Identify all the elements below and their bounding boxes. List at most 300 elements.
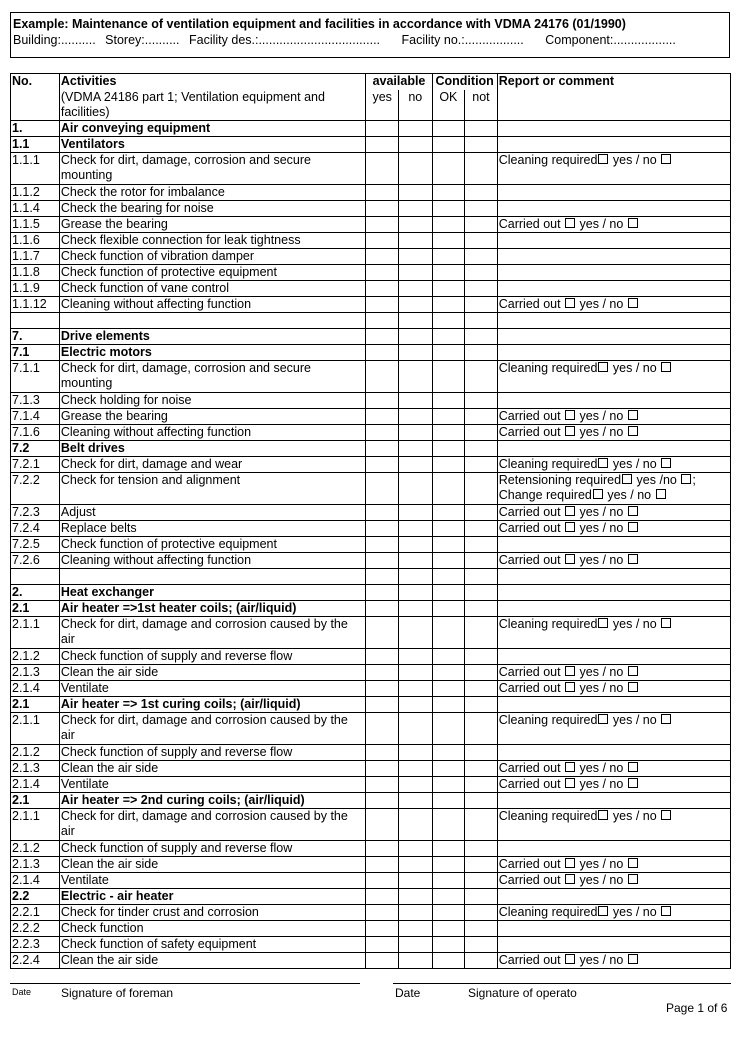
- empty-cell: [497, 568, 730, 584]
- condition-not-cell[interactable]: [465, 360, 498, 392]
- row-number: 1.1.6: [11, 232, 60, 248]
- condition-ok-cell[interactable]: [432, 792, 465, 808]
- available-no-cell[interactable]: [398, 264, 432, 280]
- report-cell[interactable]: [497, 392, 730, 408]
- checkbox-icon[interactable]: [628, 666, 638, 676]
- available-no-cell[interactable]: [398, 456, 432, 472]
- report-cell[interactable]: [497, 152, 730, 184]
- available-yes-cell[interactable]: [366, 808, 399, 840]
- report-cell[interactable]: [497, 344, 730, 360]
- available-no-cell[interactable]: [398, 504, 432, 520]
- condition-not-cell[interactable]: [465, 504, 498, 520]
- report-cell[interactable]: [497, 536, 730, 552]
- row-number: 2.2.3: [11, 936, 60, 952]
- report-cell[interactable]: [497, 888, 730, 904]
- available-no-cell[interactable]: [398, 152, 432, 184]
- report-cell[interactable]: [497, 552, 730, 568]
- condition-not-cell[interactable]: [465, 920, 498, 936]
- condition-ok-cell[interactable]: [432, 920, 465, 936]
- available-no-cell[interactable]: [398, 792, 432, 808]
- report-cell[interactable]: [497, 600, 730, 616]
- report-cell[interactable]: [497, 696, 730, 712]
- report-cell[interactable]: [497, 280, 730, 296]
- available-yes-cell[interactable]: [366, 424, 399, 440]
- report-cell[interactable]: [497, 872, 730, 888]
- available-yes-cell[interactable]: [366, 152, 399, 184]
- checkbox-icon[interactable]: [628, 954, 638, 964]
- condition-not-cell[interactable]: [465, 808, 498, 840]
- row-number: 7.2.2: [11, 472, 60, 504]
- available-no-cell[interactable]: [398, 472, 432, 504]
- available-no-cell[interactable]: [398, 120, 432, 136]
- condition-ok-cell[interactable]: [432, 152, 465, 184]
- available-no-cell[interactable]: [398, 856, 432, 872]
- report-cell[interactable]: [497, 200, 730, 216]
- report-cell[interactable]: [497, 584, 730, 600]
- condition-ok-cell[interactable]: [432, 872, 465, 888]
- condition-not-cell[interactable]: [465, 152, 498, 184]
- condition-ok-cell[interactable]: [432, 136, 465, 152]
- checkbox-icon[interactable]: [565, 874, 575, 884]
- available-yes-cell[interactable]: [366, 392, 399, 408]
- report-cell[interactable]: [497, 712, 730, 744]
- available-yes-cell[interactable]: [366, 616, 399, 648]
- condition-not-cell[interactable]: [465, 456, 498, 472]
- available-no-cell[interactable]: [398, 584, 432, 600]
- checkbox-icon[interactable]: [598, 154, 608, 164]
- available-no-cell[interactable]: [398, 408, 432, 424]
- condition-ok-cell[interactable]: [432, 520, 465, 536]
- condition-ok-cell[interactable]: [432, 456, 465, 472]
- checkbox-icon[interactable]: [565, 778, 575, 788]
- available-no-cell[interactable]: [398, 904, 432, 920]
- condition-ok-cell[interactable]: [432, 616, 465, 648]
- report-cell[interactable]: [497, 504, 730, 520]
- available-yes-cell[interactable]: [366, 232, 399, 248]
- col-header-no: No.: [11, 74, 60, 121]
- available-yes-cell[interactable]: [366, 280, 399, 296]
- row-activity: Cleaning without affecting function: [59, 424, 366, 440]
- condition-ok-cell[interactable]: [432, 552, 465, 568]
- checkbox-icon[interactable]: [628, 682, 638, 692]
- condition-ok-cell[interactable]: [432, 664, 465, 680]
- checkbox-icon[interactable]: [622, 474, 632, 484]
- available-no-cell[interactable]: [398, 808, 432, 840]
- checkbox-icon[interactable]: [598, 618, 608, 628]
- condition-not-cell[interactable]: [465, 760, 498, 776]
- report-cell[interactable]: [497, 840, 730, 856]
- report-cell[interactable]: [497, 248, 730, 264]
- condition-ok-cell[interactable]: [432, 360, 465, 392]
- available-yes-cell[interactable]: [366, 856, 399, 872]
- condition-not-cell[interactable]: [465, 872, 498, 888]
- available-yes-cell[interactable]: [366, 360, 399, 392]
- available-no-cell[interactable]: [398, 648, 432, 664]
- report-cell[interactable]: [497, 808, 730, 840]
- available-yes-cell[interactable]: [366, 552, 399, 568]
- checkbox-icon[interactable]: [661, 154, 671, 164]
- checkbox-icon[interactable]: [598, 362, 608, 372]
- checkbox-icon[interactable]: [628, 426, 638, 436]
- report-cell[interactable]: [497, 664, 730, 680]
- available-no-cell[interactable]: [398, 760, 432, 776]
- available-yes-cell[interactable]: [366, 472, 399, 504]
- available-yes-cell[interactable]: [366, 904, 399, 920]
- available-yes-cell[interactable]: [366, 584, 399, 600]
- report-cell[interactable]: [497, 920, 730, 936]
- available-yes-cell[interactable]: [366, 888, 399, 904]
- report-cell[interactable]: [497, 952, 730, 968]
- available-no-cell[interactable]: [398, 216, 432, 232]
- condition-not-cell[interactable]: [465, 744, 498, 760]
- condition-not-cell[interactable]: [465, 184, 498, 200]
- available-yes-cell[interactable]: [366, 296, 399, 312]
- checkbox-icon[interactable]: [565, 682, 575, 692]
- condition-not-cell[interactable]: [465, 296, 498, 312]
- checkbox-icon[interactable]: [565, 410, 575, 420]
- condition-ok-cell[interactable]: [432, 280, 465, 296]
- condition-not-cell[interactable]: [465, 200, 498, 216]
- available-yes-cell[interactable]: [366, 744, 399, 760]
- checkbox-icon[interactable]: [565, 218, 575, 228]
- condition-ok-cell[interactable]: [432, 120, 465, 136]
- condition-not-cell[interactable]: [465, 328, 498, 344]
- checkbox-icon[interactable]: [656, 489, 666, 499]
- checkbox-icon[interactable]: [661, 906, 671, 916]
- checkbox-icon[interactable]: [565, 666, 575, 676]
- condition-ok-cell[interactable]: [432, 200, 465, 216]
- condition-ok-cell[interactable]: [432, 952, 465, 968]
- available-no-cell[interactable]: [398, 696, 432, 712]
- report-cell[interactable]: [497, 424, 730, 440]
- row-activity: Check function of safety equipment: [59, 936, 366, 952]
- available-yes-cell[interactable]: [366, 264, 399, 280]
- report-cell[interactable]: [497, 440, 730, 456]
- row-number: 2.1.1: [11, 712, 60, 744]
- report-options: yes / no: [579, 504, 624, 519]
- condition-not-cell[interactable]: [465, 120, 498, 136]
- facility-no-field[interactable]: Facility no.:.................: [401, 33, 524, 47]
- condition-not-cell[interactable]: [465, 696, 498, 712]
- condition-not-cell[interactable]: [465, 392, 498, 408]
- available-no-cell[interactable]: [398, 872, 432, 888]
- condition-not-cell[interactable]: [465, 552, 498, 568]
- condition-ok-cell[interactable]: [432, 440, 465, 456]
- available-no-cell[interactable]: [398, 536, 432, 552]
- condition-ok-cell[interactable]: [432, 504, 465, 520]
- available-yes-cell[interactable]: [366, 952, 399, 968]
- condition-ok-cell[interactable]: [432, 584, 465, 600]
- available-yes-cell[interactable]: [366, 536, 399, 552]
- report-cell[interactable]: [497, 648, 730, 664]
- condition-not-cell[interactable]: [465, 408, 498, 424]
- available-no-cell[interactable]: [398, 360, 432, 392]
- available-no-cell[interactable]: [398, 392, 432, 408]
- condition-ok-cell[interactable]: [432, 808, 465, 840]
- condition-not-cell[interactable]: [465, 616, 498, 648]
- condition-ok-cell[interactable]: [432, 344, 465, 360]
- available-no-cell[interactable]: [398, 184, 432, 200]
- condition-ok-cell[interactable]: [432, 760, 465, 776]
- available-yes-cell[interactable]: [366, 120, 399, 136]
- report-cell[interactable]: [497, 360, 730, 392]
- available-yes-cell[interactable]: [366, 680, 399, 696]
- available-yes-cell[interactable]: [366, 792, 399, 808]
- available-no-cell[interactable]: [398, 616, 432, 648]
- condition-not-cell[interactable]: [465, 344, 498, 360]
- available-no-cell[interactable]: [398, 712, 432, 744]
- report-cell[interactable]: [497, 472, 730, 504]
- available-yes-cell[interactable]: [366, 136, 399, 152]
- available-no-cell[interactable]: [398, 952, 432, 968]
- table-row: [11, 808, 731, 840]
- condition-not-cell[interactable]: [465, 792, 498, 808]
- condition-not-cell[interactable]: [465, 776, 498, 792]
- available-yes-cell[interactable]: [366, 200, 399, 216]
- condition-ok-cell[interactable]: [432, 408, 465, 424]
- available-no-cell[interactable]: [398, 248, 432, 264]
- condition-not-cell[interactable]: [465, 472, 498, 504]
- row-number: 1.1.5: [11, 216, 60, 232]
- condition-ok-cell[interactable]: [432, 840, 465, 856]
- checkbox-icon[interactable]: [628, 218, 638, 228]
- available-yes-cell[interactable]: [366, 456, 399, 472]
- condition-not-cell[interactable]: [465, 584, 498, 600]
- available-yes-cell[interactable]: [366, 920, 399, 936]
- condition-not-cell[interactable]: [465, 600, 498, 616]
- checkbox-icon[interactable]: [628, 762, 638, 772]
- report-options: yes / no: [612, 152, 657, 167]
- condition-ok-cell[interactable]: [432, 248, 465, 264]
- available-yes-cell[interactable]: [366, 600, 399, 616]
- available-yes-cell[interactable]: [366, 776, 399, 792]
- condition-ok-cell[interactable]: [432, 536, 465, 552]
- available-no-cell[interactable]: [398, 520, 432, 536]
- available-no-cell[interactable]: [398, 424, 432, 440]
- report-cell[interactable]: [497, 856, 730, 872]
- condition-not-cell[interactable]: [465, 136, 498, 152]
- row-activity: Drive elements: [59, 328, 366, 344]
- condition-not-cell[interactable]: [465, 664, 498, 680]
- available-no-cell[interactable]: [398, 840, 432, 856]
- row-activity: Check for dirt, damage and wear: [59, 456, 366, 472]
- available-yes-cell[interactable]: [366, 936, 399, 952]
- available-no-cell[interactable]: [398, 920, 432, 936]
- checkbox-icon[interactable]: [628, 410, 638, 420]
- condition-ok-cell[interactable]: [432, 936, 465, 952]
- available-yes-cell[interactable]: [366, 664, 399, 680]
- available-yes-cell[interactable]: [366, 344, 399, 360]
- report-cell[interactable]: [497, 936, 730, 952]
- checkbox-icon[interactable]: [598, 458, 608, 468]
- report-options: yes / no: [612, 456, 657, 471]
- available-no-cell[interactable]: [398, 440, 432, 456]
- checkbox-icon[interactable]: [565, 506, 575, 516]
- checkbox-icon[interactable]: [593, 489, 603, 499]
- available-no-cell[interactable]: [398, 776, 432, 792]
- checkbox-icon[interactable]: [565, 858, 575, 868]
- checkbox-icon[interactable]: [628, 858, 638, 868]
- condition-not-cell[interactable]: [465, 952, 498, 968]
- condition-ok-cell[interactable]: [432, 392, 465, 408]
- condition-ok-cell[interactable]: [432, 696, 465, 712]
- checkbox-icon[interactable]: [628, 506, 638, 516]
- report-label: Carried out: [498, 520, 565, 535]
- available-yes-cell[interactable]: [366, 184, 399, 200]
- condition-not-cell[interactable]: [465, 936, 498, 952]
- report-cell[interactable]: [497, 904, 730, 920]
- row-activity: Air heater =>1st heater coils; (air/liquid): [59, 600, 366, 616]
- checkbox-icon[interactable]: [661, 362, 671, 372]
- checkbox-icon[interactable]: [598, 714, 608, 724]
- available-yes-cell[interactable]: [366, 712, 399, 744]
- available-yes-cell[interactable]: [366, 760, 399, 776]
- available-no-cell[interactable]: [398, 232, 432, 248]
- condition-not-cell[interactable]: [465, 280, 498, 296]
- condition-ok-cell[interactable]: [432, 424, 465, 440]
- report-cell[interactable]: [497, 760, 730, 776]
- available-yes-cell[interactable]: [366, 440, 399, 456]
- checkbox-icon[interactable]: [681, 474, 691, 484]
- report-cell[interactable]: [497, 616, 730, 648]
- checkbox-icon[interactable]: [628, 298, 638, 308]
- condition-not-cell[interactable]: [465, 536, 498, 552]
- checkbox-icon[interactable]: [628, 874, 638, 884]
- checkbox-icon[interactable]: [628, 778, 638, 788]
- checkbox-icon[interactable]: [565, 426, 575, 436]
- checkbox-icon[interactable]: [565, 954, 575, 964]
- available-no-cell[interactable]: [398, 136, 432, 152]
- condition-ok-cell[interactable]: [432, 904, 465, 920]
- available-yes-cell[interactable]: [366, 216, 399, 232]
- report-cell[interactable]: [497, 264, 730, 280]
- condition-ok-cell[interactable]: [432, 888, 465, 904]
- report-cell[interactable]: [497, 520, 730, 536]
- condition-ok-cell[interactable]: [432, 776, 465, 792]
- available-no-cell[interactable]: [398, 888, 432, 904]
- condition-ok-cell[interactable]: [432, 712, 465, 744]
- condition-not-cell[interactable]: [465, 680, 498, 696]
- condition-not-cell[interactable]: [465, 904, 498, 920]
- available-yes-cell[interactable]: [366, 520, 399, 536]
- report-cell[interactable]: [497, 680, 730, 696]
- available-no-cell[interactable]: [398, 744, 432, 760]
- facility-des-field[interactable]: Facility des.:...................................: [189, 33, 381, 47]
- checkbox-icon[interactable]: [661, 618, 671, 628]
- report-cell[interactable]: [497, 456, 730, 472]
- storey-field[interactable]: Storey:..........: [105, 33, 180, 47]
- condition-ok-cell[interactable]: [432, 296, 465, 312]
- condition-ok-cell[interactable]: [432, 328, 465, 344]
- report-cell[interactable]: [497, 296, 730, 312]
- condition-not-cell[interactable]: [465, 440, 498, 456]
- available-yes-cell[interactable]: [366, 504, 399, 520]
- checkbox-icon[interactable]: [565, 522, 575, 532]
- condition-ok-cell[interactable]: [432, 680, 465, 696]
- available-no-cell[interactable]: [398, 600, 432, 616]
- report-label: Carried out: [498, 760, 565, 775]
- report-cell[interactable]: [497, 328, 730, 344]
- col-header-activities: Activities: [59, 74, 366, 90]
- available-yes-cell[interactable]: [366, 248, 399, 264]
- condition-not-cell[interactable]: [465, 888, 498, 904]
- condition-ok-cell[interactable]: [432, 216, 465, 232]
- available-yes-cell[interactable]: [366, 696, 399, 712]
- available-yes-cell[interactable]: [366, 872, 399, 888]
- condition-not-cell[interactable]: [465, 856, 498, 872]
- checkbox-icon[interactable]: [628, 522, 638, 532]
- report-cell[interactable]: [497, 776, 730, 792]
- available-no-cell[interactable]: [398, 328, 432, 344]
- available-no-cell[interactable]: [398, 552, 432, 568]
- condition-not-cell[interactable]: [465, 216, 498, 232]
- empty-cell: [432, 568, 465, 584]
- condition-not-cell[interactable]: [465, 840, 498, 856]
- condition-not-cell[interactable]: [465, 232, 498, 248]
- available-no-cell[interactable]: [398, 280, 432, 296]
- checkbox-icon[interactable]: [661, 458, 671, 468]
- available-yes-cell[interactable]: [366, 840, 399, 856]
- available-no-cell[interactable]: [398, 200, 432, 216]
- condition-ok-cell[interactable]: [432, 600, 465, 616]
- checkbox-icon[interactable]: [661, 810, 671, 820]
- condition-not-cell[interactable]: [465, 712, 498, 744]
- report-cell[interactable]: [497, 792, 730, 808]
- condition-not-cell[interactable]: [465, 648, 498, 664]
- condition-not-cell[interactable]: [465, 424, 498, 440]
- condition-ok-cell[interactable]: [432, 472, 465, 504]
- checkbox-icon[interactable]: [661, 714, 671, 724]
- available-no-cell[interactable]: [398, 344, 432, 360]
- checkbox-icon[interactable]: [628, 554, 638, 564]
- checkbox-icon[interactable]: [598, 810, 608, 820]
- available-yes-cell[interactable]: [366, 328, 399, 344]
- report-cell[interactable]: [497, 120, 730, 136]
- row-number: 7.2.6: [11, 552, 60, 568]
- available-yes-cell[interactable]: [366, 648, 399, 664]
- available-no-cell[interactable]: [398, 680, 432, 696]
- condition-not-cell[interactable]: [465, 248, 498, 264]
- checkbox-icon[interactable]: [565, 554, 575, 564]
- available-yes-cell[interactable]: [366, 408, 399, 424]
- available-no-cell[interactable]: [398, 936, 432, 952]
- report-cell[interactable]: [497, 184, 730, 200]
- row-number: 2.1.1: [11, 808, 60, 840]
- report-cell[interactable]: [497, 744, 730, 760]
- report-options: yes / no: [579, 680, 624, 695]
- condition-ok-cell[interactable]: [432, 744, 465, 760]
- available-no-cell[interactable]: [398, 296, 432, 312]
- available-no-cell[interactable]: [398, 664, 432, 680]
- component-field[interactable]: Component:..................: [545, 33, 676, 47]
- building-field[interactable]: Building:..........: [13, 33, 96, 47]
- condition-not-cell[interactable]: [465, 264, 498, 280]
- report-label: Change required: [498, 487, 592, 502]
- checkbox-icon[interactable]: [598, 906, 608, 916]
- checkbox-icon[interactable]: [565, 762, 575, 772]
- condition-ok-cell[interactable]: [432, 856, 465, 872]
- report-cell[interactable]: [497, 136, 730, 152]
- condition-ok-cell[interactable]: [432, 184, 465, 200]
- condition-ok-cell[interactable]: [432, 264, 465, 280]
- report-cell[interactable]: [497, 216, 730, 232]
- condition-ok-cell[interactable]: [432, 232, 465, 248]
- condition-not-cell[interactable]: [465, 520, 498, 536]
- condition-ok-cell[interactable]: [432, 648, 465, 664]
- report-cell[interactable]: [497, 232, 730, 248]
- report-cell[interactable]: [497, 408, 730, 424]
- checkbox-icon[interactable]: [565, 298, 575, 308]
